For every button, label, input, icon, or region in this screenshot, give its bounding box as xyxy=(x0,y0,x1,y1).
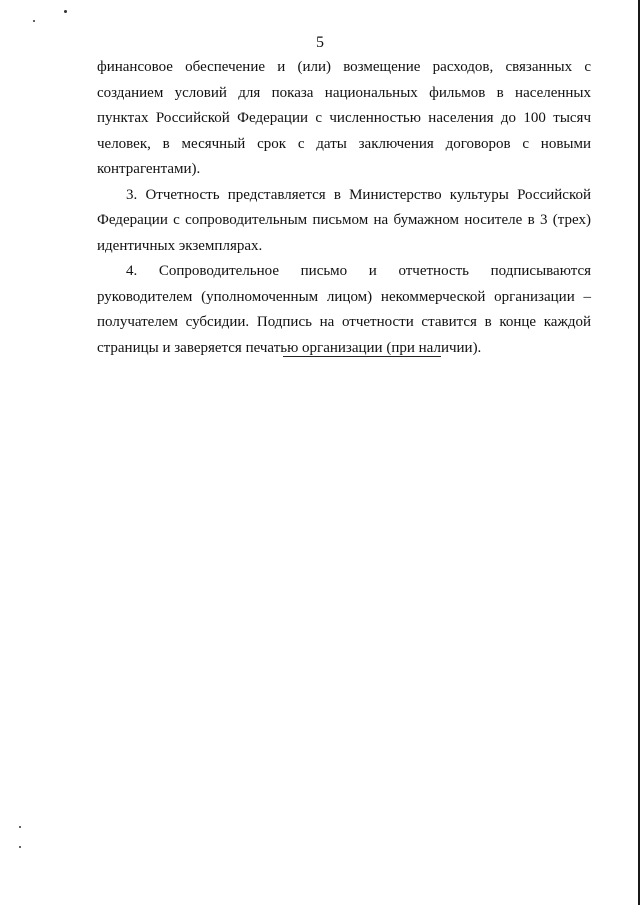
page-number: 5 xyxy=(316,34,324,51)
scan-artifact-dot xyxy=(19,826,21,828)
scan-artifact-dot xyxy=(33,20,35,22)
scan-artifact-dot xyxy=(19,846,21,848)
closing-horizontal-rule xyxy=(283,356,441,357)
paragraph-item-4: 4. Сопроводительное письмо и отчетность подписываются руководителем (уполномоченным лицом) некоммерческой организации – получателем субсидии. Подпись на отчетности ставится в конце каждой страницы и заверяется печатью организации (при наличии). xyxy=(97,263,591,356)
paragraph-continuation: финансовое обеспечение и (или) возмещение расходов, связанных с созданием условий для показа национальных фильмов в населенных пунктах Российской Федерации с численностью населения до 100 тысяч человек, в месячный срок с даты заключения договоров с новыми контрагентами). xyxy=(97,59,591,177)
paragraph-item-3: 3. Отчетность представляется в Министерство культуры Российской Федерации с сопроводительным письмом на бумажном носителе в 3 (трех) идентичных экземплярах. xyxy=(97,186,591,254)
document-body xyxy=(97,55,591,361)
scan-artifact-dot xyxy=(64,10,67,13)
